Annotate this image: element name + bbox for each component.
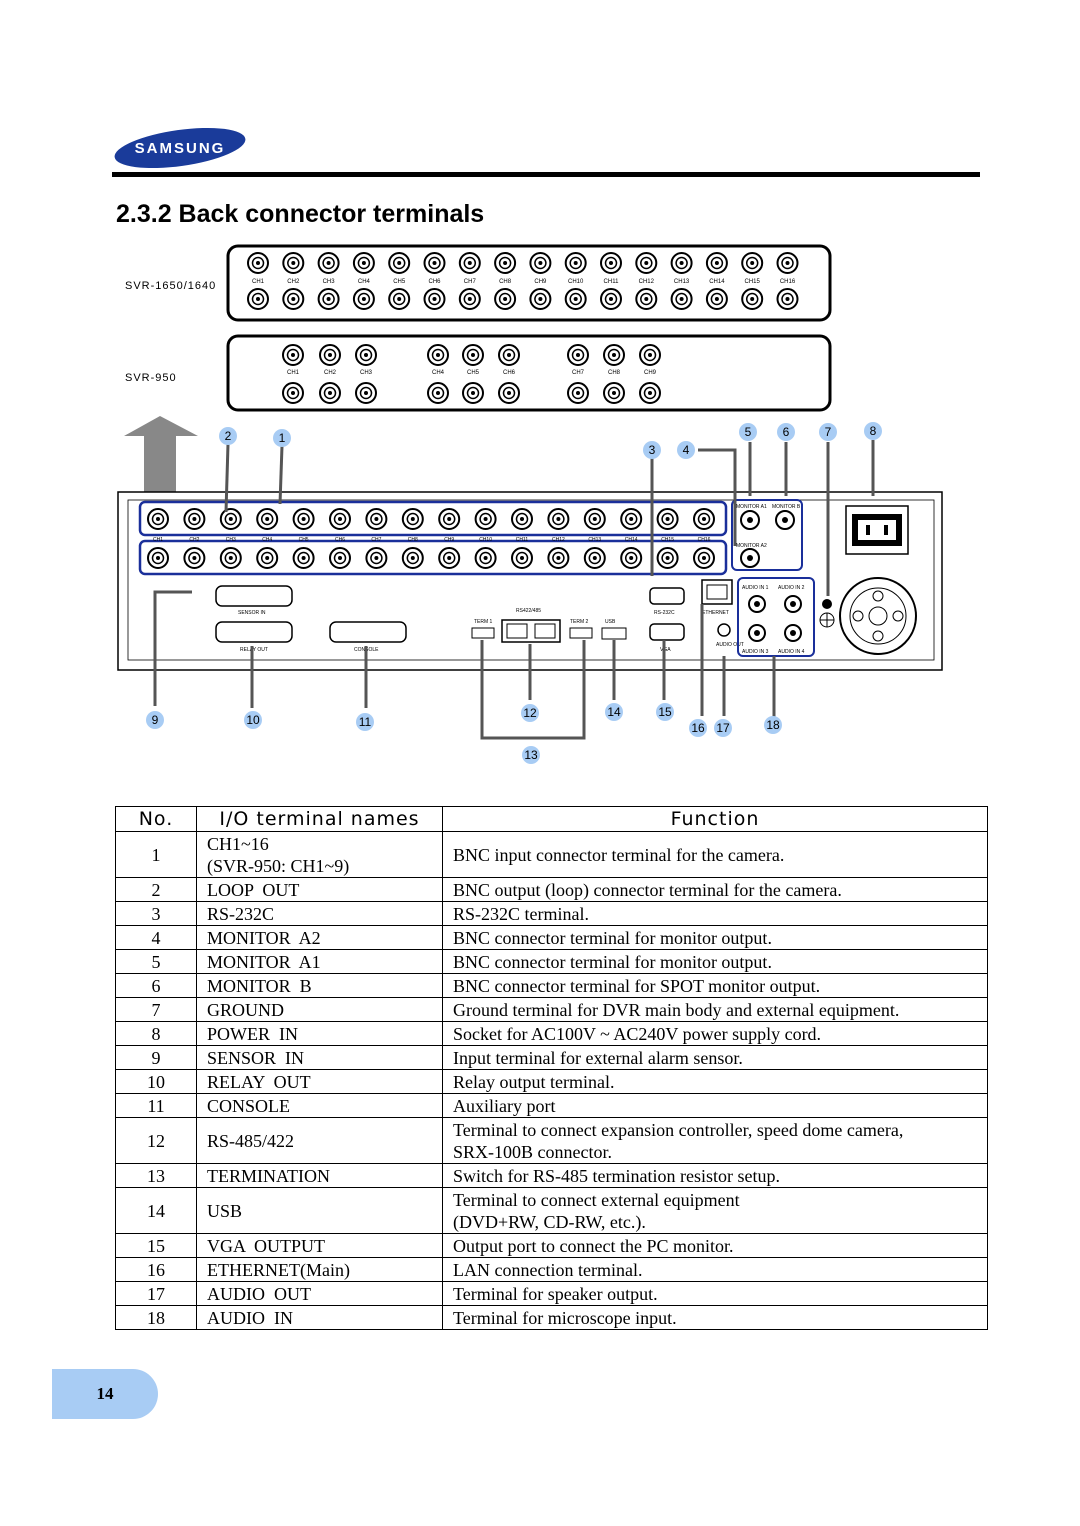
svg-text:16: 16 bbox=[691, 721, 705, 735]
svg-text:10: 10 bbox=[246, 713, 260, 727]
panel-label-rs232: RS-232C bbox=[654, 610, 675, 616]
panel-channel-label: CH12 bbox=[552, 537, 565, 543]
back-panel-diagram bbox=[110, 238, 970, 778]
row-number: 2 bbox=[116, 878, 197, 902]
terminal-function: BNC connector terminal for monitor output. bbox=[443, 926, 988, 950]
callout-15 bbox=[656, 703, 674, 721]
terminal-function: Socket for AC100V ~ AC240V power supply cord. bbox=[443, 1022, 988, 1046]
row-number: 13 bbox=[116, 1164, 197, 1188]
io-terminal-table bbox=[115, 806, 988, 1330]
terminal-function: Output port to connect the PC monitor. bbox=[443, 1234, 988, 1258]
terminal-function: BNC connector terminal for SPOT monitor output. bbox=[443, 974, 988, 998]
svg-text:7: 7 bbox=[824, 425, 832, 439]
terminal-function: Switch for RS-485 termination resistor setup. bbox=[443, 1164, 988, 1188]
panel-channel-label: CH5 bbox=[298, 537, 309, 543]
terminal-name: MONITOR B bbox=[197, 974, 443, 998]
svg-text:6: 6 bbox=[782, 425, 790, 439]
panel-channel-label: CH14 bbox=[624, 537, 638, 543]
callout-16 bbox=[689, 719, 707, 737]
table-header-row bbox=[116, 807, 988, 832]
svg-text:9: 9 bbox=[151, 713, 159, 727]
callout-4 bbox=[677, 441, 695, 459]
panel-label-audio_in2: AUDIO IN 2 bbox=[778, 585, 805, 591]
callout-13 bbox=[522, 746, 540, 764]
table-row bbox=[116, 878, 988, 902]
terminal-function: BNC input connector terminal for the camera. bbox=[443, 832, 988, 878]
terminal-function: BNC connector terminal for monitor output. bbox=[443, 950, 988, 974]
row-number: 3 bbox=[116, 902, 197, 926]
callout-7 bbox=[819, 423, 837, 441]
svg-text:14: 14 bbox=[607, 705, 621, 719]
table-row bbox=[116, 1234, 988, 1258]
channel-label: CH2 bbox=[323, 370, 337, 376]
channel-label: CH3 bbox=[322, 279, 335, 285]
terminal-name: RELAY OUT bbox=[197, 1070, 443, 1094]
table-row bbox=[116, 1094, 988, 1118]
channel-label: CH1 bbox=[251, 279, 265, 285]
terminal-name: VGA OUTPUT bbox=[197, 1234, 443, 1258]
header-no: No. bbox=[116, 807, 197, 832]
panel-label-term1: TERM 1 bbox=[474, 619, 493, 625]
row-number: 6 bbox=[116, 974, 197, 998]
panel-channel-label: CH8 bbox=[407, 537, 418, 543]
panel-label-audio_out: AUDIO OUT bbox=[716, 642, 744, 648]
channel-label: CH4 bbox=[357, 279, 370, 285]
terminal-name: AUDIO IN bbox=[197, 1306, 443, 1330]
row-number: 18 bbox=[116, 1306, 197, 1330]
model-label-svr950: SVR-950 bbox=[125, 372, 177, 384]
panel-channel-label: CH15 bbox=[661, 537, 674, 543]
callout-6 bbox=[777, 423, 795, 441]
table-row bbox=[116, 902, 988, 926]
channel-label: CH9 bbox=[534, 279, 547, 285]
terminal-function: RS-232C terminal. bbox=[443, 902, 988, 926]
panel-label-monitor_a1: MONITOR A1 bbox=[736, 504, 767, 510]
channel-label: CH15 bbox=[744, 279, 760, 285]
row-number: 15 bbox=[116, 1234, 197, 1258]
terminal-function: Terminal for microscope input. bbox=[443, 1306, 988, 1330]
terminal-name: TERMINATION bbox=[197, 1164, 443, 1188]
table-row bbox=[116, 1070, 988, 1094]
up-arrow-icon bbox=[124, 416, 198, 494]
table-row bbox=[116, 998, 988, 1022]
model-label-svr1650: SVR-1650/1640 bbox=[125, 280, 217, 292]
panel-channel-label: CH10 bbox=[479, 537, 492, 543]
terminal-function: Terminal for speaker output. bbox=[443, 1282, 988, 1306]
page-number: 14 bbox=[96, 1384, 114, 1403]
panel-label-ethernet: ETHERNET bbox=[702, 610, 729, 616]
section-heading: 2.3.2 Back connector terminals bbox=[116, 200, 485, 228]
table-row bbox=[116, 950, 988, 974]
samsung-logo bbox=[112, 124, 248, 170]
terminal-name: SENSOR IN bbox=[197, 1046, 443, 1070]
row-number: 7 bbox=[116, 998, 197, 1022]
panel-label-term2: TERM 2 bbox=[570, 619, 589, 625]
svg-text:2: 2 bbox=[224, 429, 232, 443]
channel-label: CH10 bbox=[568, 279, 584, 285]
channel-label: CH1 bbox=[286, 370, 300, 376]
channel-label: CH4 bbox=[431, 370, 445, 376]
terminal-name: GROUND bbox=[197, 998, 443, 1022]
table-row bbox=[116, 1118, 988, 1164]
callout-3 bbox=[643, 441, 661, 459]
row-number: 11 bbox=[116, 1094, 197, 1118]
terminal-name: LOOP OUT bbox=[197, 878, 443, 902]
table-row bbox=[116, 926, 988, 950]
panel-label-usb: USB bbox=[605, 619, 616, 625]
channel-label: CH8 bbox=[499, 279, 512, 285]
row-number: 1 bbox=[116, 832, 197, 878]
header-name: I/O terminal names bbox=[197, 807, 443, 832]
svg-text:8: 8 bbox=[869, 424, 877, 438]
svg-text:13: 13 bbox=[524, 748, 538, 762]
channel-label: CH16 bbox=[779, 279, 796, 285]
terminal-name: AUDIO OUT bbox=[197, 1282, 443, 1306]
callout-1 bbox=[273, 429, 291, 447]
table-row bbox=[116, 1046, 988, 1070]
svg-text:SAMSUNG: SAMSUNG bbox=[134, 140, 226, 157]
channel-label: CH9 bbox=[643, 370, 657, 376]
svg-text:12: 12 bbox=[523, 706, 537, 720]
channel-label: CH11 bbox=[603, 279, 619, 285]
terminal-function: Ground terminal for DVR main body and external equipment. bbox=[443, 998, 988, 1022]
panel-channel-label: CH6 bbox=[334, 537, 346, 543]
channel-label: CH6 bbox=[502, 370, 516, 376]
callout-2 bbox=[219, 427, 237, 445]
callout-8 bbox=[864, 422, 882, 440]
header-rule bbox=[112, 172, 980, 177]
row-number: 4 bbox=[116, 926, 197, 950]
callout-14 bbox=[605, 703, 623, 721]
row-number: 5 bbox=[116, 950, 197, 974]
terminal-name: RS-485/422 bbox=[197, 1118, 443, 1164]
channel-label: CH6 bbox=[428, 279, 441, 285]
panel-channel-label: CH3 bbox=[225, 537, 236, 543]
header-function: Function bbox=[443, 807, 988, 832]
channel-label: CH5 bbox=[393, 279, 406, 285]
channel-label: CH7 bbox=[463, 279, 476, 285]
panel-channel-label: CH9 bbox=[444, 537, 455, 543]
panel-channel-label: CH7 bbox=[371, 537, 382, 543]
terminal-name: RS-232C bbox=[197, 902, 443, 926]
table-row bbox=[116, 1188, 988, 1234]
svg-text:15: 15 bbox=[658, 705, 672, 719]
channel-label: CH13 bbox=[673, 279, 690, 285]
panel-channel-label: CH16 bbox=[697, 537, 711, 543]
row-number: 16 bbox=[116, 1258, 197, 1282]
table-row bbox=[116, 1022, 988, 1046]
svg-text:18: 18 bbox=[766, 718, 780, 732]
panel-label-rs422: RS422/485 bbox=[516, 608, 542, 614]
channel-label: CH5 bbox=[466, 370, 480, 376]
svg-text:1: 1 bbox=[278, 431, 286, 445]
callout-5 bbox=[739, 423, 757, 441]
terminal-name: MONITOR A2 bbox=[197, 926, 443, 950]
row-number: 8 bbox=[116, 1022, 197, 1046]
panel-label-audio_in1: AUDIO IN 1 bbox=[742, 585, 769, 591]
channel-label: CH3 bbox=[359, 370, 373, 376]
table-row bbox=[116, 1306, 988, 1330]
panel-label-relay_out: RELAY OUT bbox=[240, 647, 268, 653]
table-row bbox=[116, 1258, 988, 1282]
terminal-name: ETHERNET(Main) bbox=[197, 1258, 443, 1282]
svg-text:5: 5 bbox=[744, 425, 752, 439]
panel-channel-label: CH2 bbox=[189, 537, 200, 543]
svg-text:4: 4 bbox=[682, 443, 690, 457]
panel-label-console: CONSOLE bbox=[354, 647, 379, 653]
svg-text:17: 17 bbox=[716, 721, 730, 735]
channel-label: CH7 bbox=[571, 370, 585, 376]
panel-label-monitor_b: MONITOR B bbox=[772, 504, 801, 510]
terminal-function: Terminal to connect external equipment (DVD+RW, CD-RW, etc.). bbox=[443, 1188, 988, 1234]
row-number: 12 bbox=[116, 1118, 197, 1164]
callout-17 bbox=[714, 719, 732, 737]
table-row bbox=[116, 1164, 988, 1188]
terminal-function: Auxiliary port bbox=[443, 1094, 988, 1118]
table-row bbox=[116, 974, 988, 998]
panel-channel-label: CH4 bbox=[262, 537, 273, 543]
terminal-function: Relay output terminal. bbox=[443, 1070, 988, 1094]
callout-10 bbox=[244, 711, 262, 729]
terminal-name: CH1~16 (SVR-950: CH1~9) bbox=[197, 832, 443, 878]
table-row bbox=[116, 1282, 988, 1306]
callout-12 bbox=[521, 704, 539, 722]
terminal-function: BNC output (loop) connector terminal for the camera. bbox=[443, 878, 988, 902]
terminal-function: Terminal to connect expansion controller, speed dome camera, SRX-100B connector. bbox=[443, 1118, 988, 1164]
channel-label: CH12 bbox=[638, 279, 654, 285]
channel-label: CH14 bbox=[709, 279, 725, 285]
channel-label: CH2 bbox=[287, 279, 300, 285]
row-number: 9 bbox=[116, 1046, 197, 1070]
svg-text:11: 11 bbox=[358, 715, 372, 729]
panel-channel-label: CH13 bbox=[588, 537, 602, 543]
terminal-name: CONSOLE bbox=[197, 1094, 443, 1118]
table-row bbox=[116, 832, 988, 878]
panel-label-audio_in4: AUDIO IN 4 bbox=[778, 649, 805, 655]
terminal-function: LAN connection terminal. bbox=[443, 1258, 988, 1282]
row-number: 10 bbox=[116, 1070, 197, 1094]
svg-text:3: 3 bbox=[648, 443, 656, 457]
terminal-name: POWER IN bbox=[197, 1022, 443, 1046]
panel-channel-label: CH1 bbox=[152, 537, 164, 543]
terminal-function: Input terminal for external alarm sensor. bbox=[443, 1046, 988, 1070]
terminal-name: MONITOR A1 bbox=[197, 950, 443, 974]
terminal-name: USB bbox=[197, 1188, 443, 1234]
callout-9 bbox=[146, 711, 164, 729]
channel-label: CH8 bbox=[607, 370, 621, 376]
panel-label-sensor_in: SENSOR IN bbox=[238, 610, 266, 616]
panel-label-monitor_a2: MONITOR A2 bbox=[736, 543, 767, 549]
row-number: 14 bbox=[116, 1188, 197, 1234]
panel-label-vga: VGA bbox=[660, 647, 671, 653]
callout-11 bbox=[356, 713, 374, 731]
callout-18 bbox=[764, 716, 782, 734]
row-number: 17 bbox=[116, 1282, 197, 1306]
panel-channel-label: CH11 bbox=[515, 537, 529, 543]
panel-label-audio_in3: AUDIO IN 3 bbox=[742, 649, 769, 655]
